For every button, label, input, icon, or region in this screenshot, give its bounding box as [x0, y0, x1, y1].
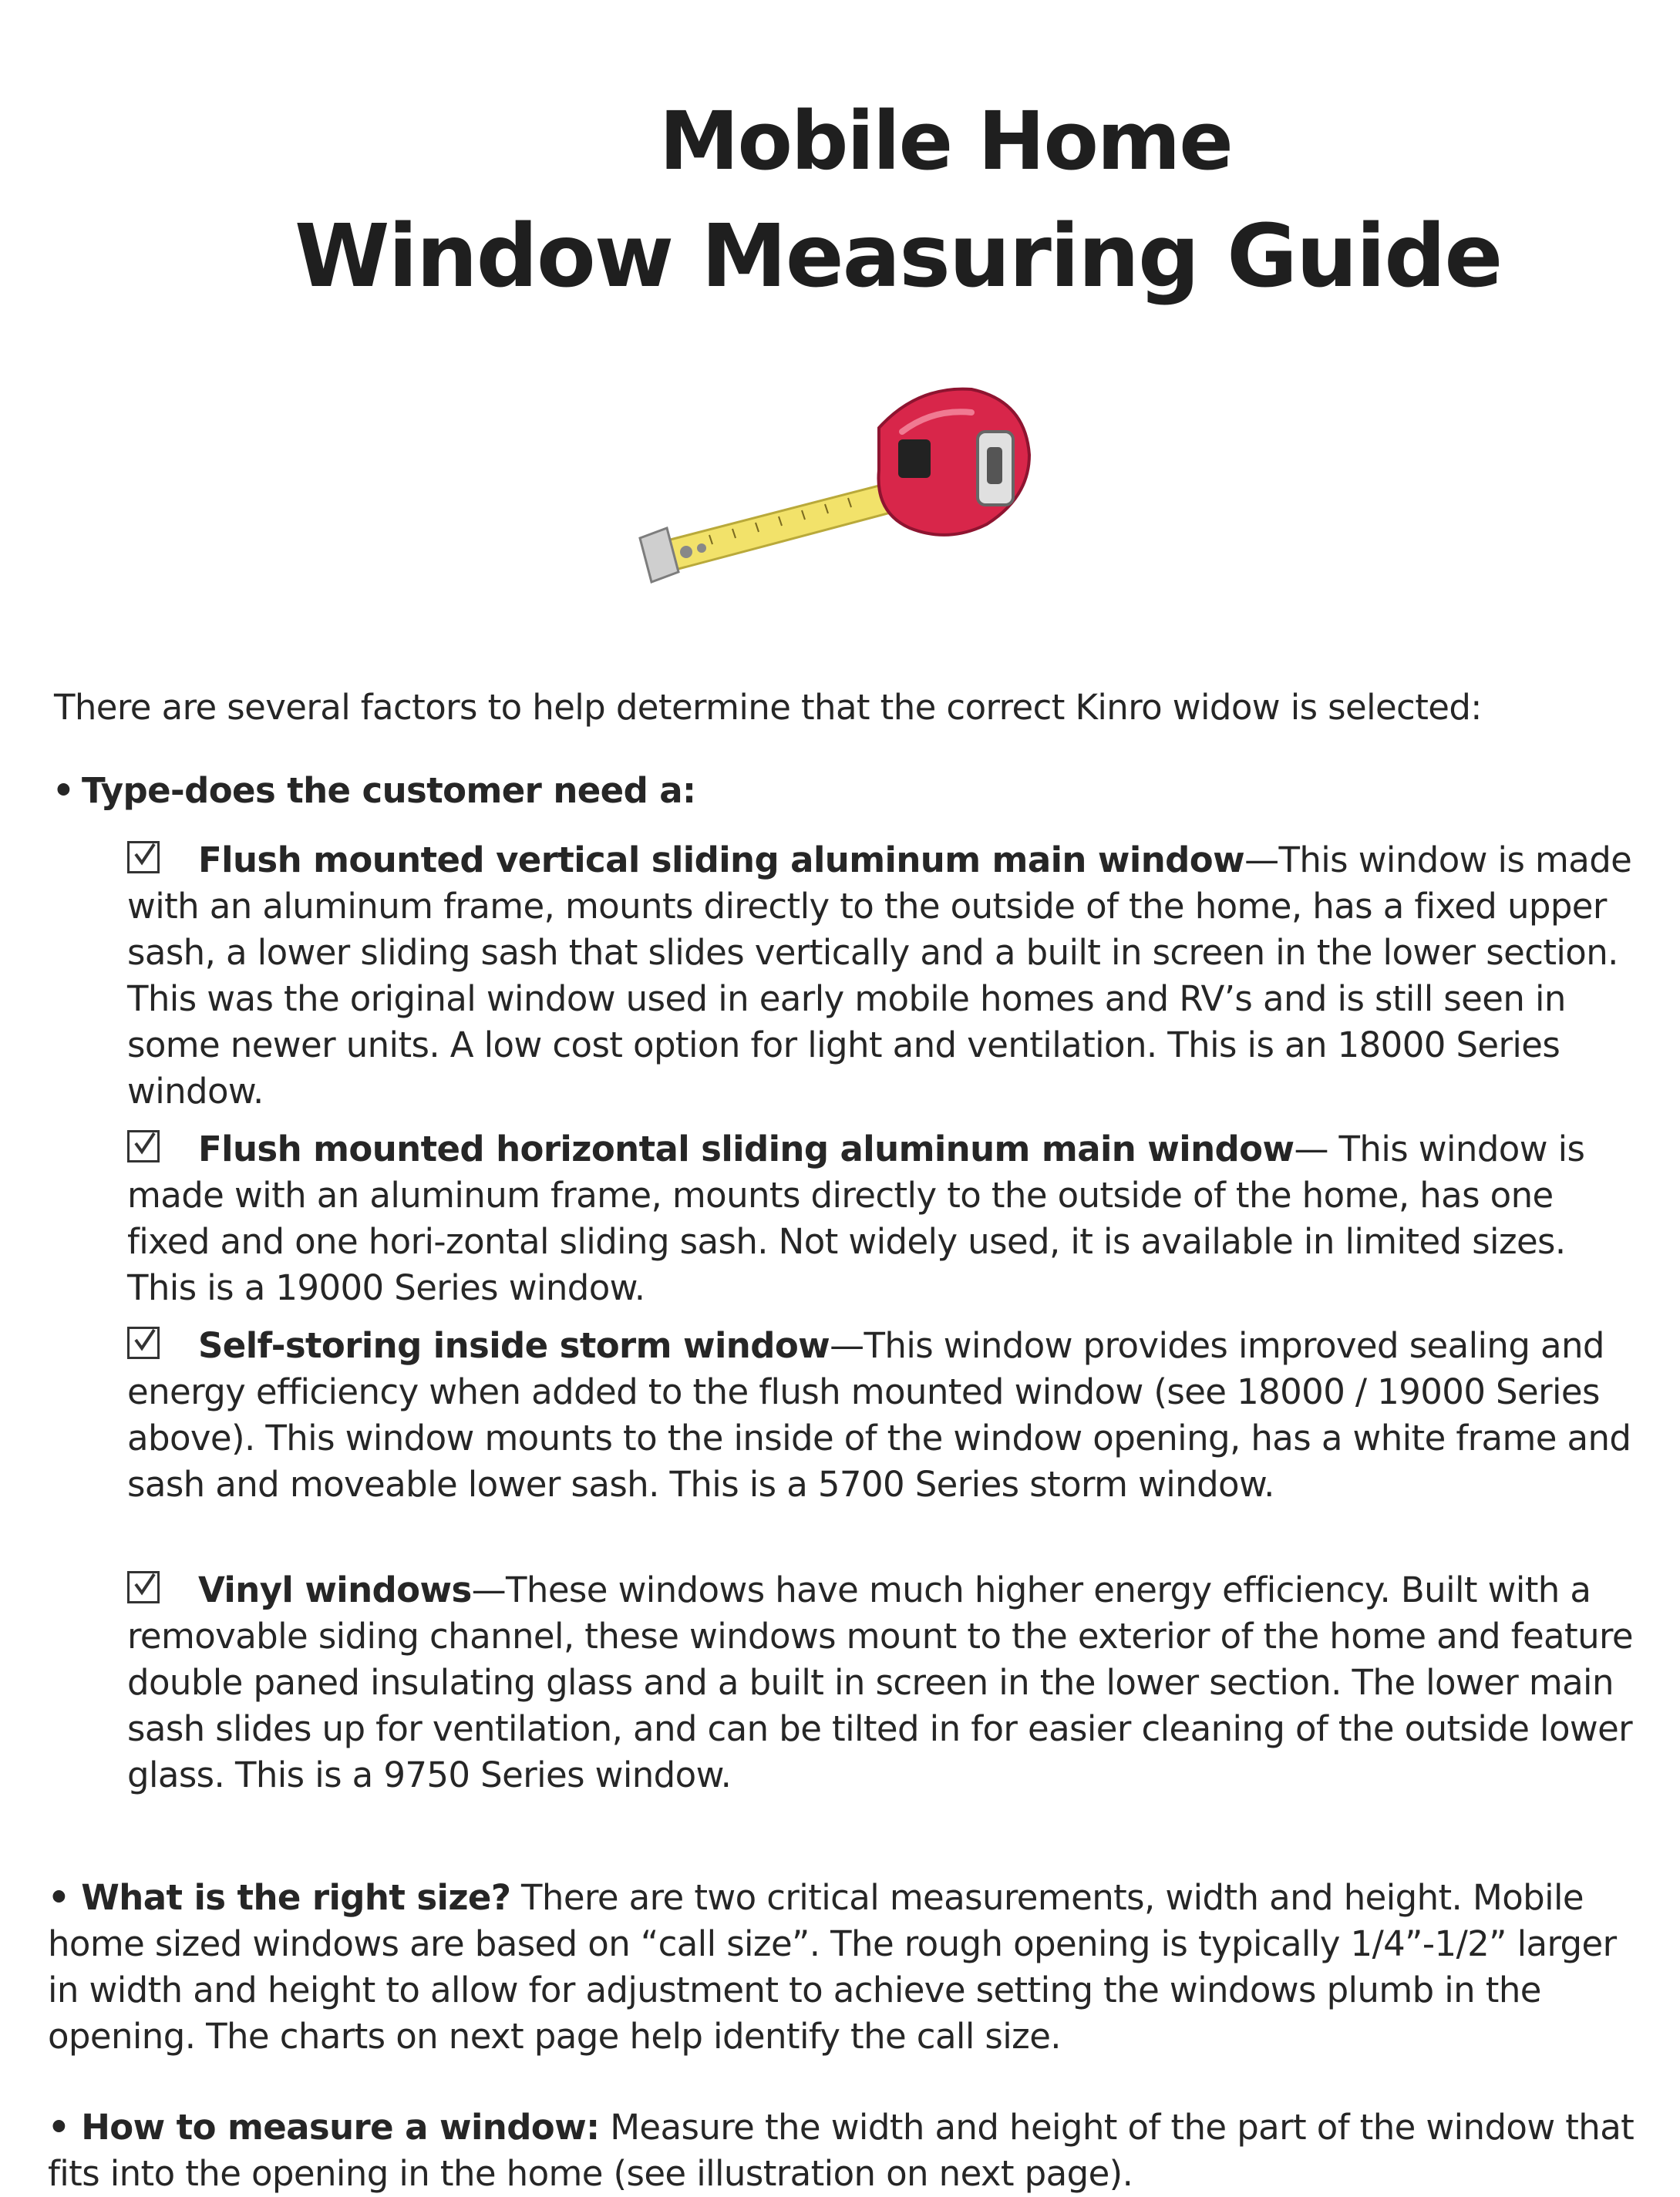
- title-line-2: Window Measuring Guide: [295, 207, 1502, 307]
- option-horizontal-sliding: [127, 1126, 1638, 1311]
- bullet-icon: •: [48, 2107, 70, 2148]
- bullet-icon: •: [48, 1877, 70, 1918]
- size-heading: What is the right size?: [81, 1877, 511, 1918]
- option-desc: — This window is made with an aluminum frame, mounts directly to the outside of the home, has one fixed and one hori-zontal sliding sash. Not widely used, it is available in limited sizes. This is a 19000 Series window.: [127, 1129, 1585, 1308]
- option-vinyl-windows: [127, 1567, 1638, 1798]
- checkbox-icon: [127, 1571, 160, 1603]
- option-vertical-sliding: [127, 837, 1638, 1115]
- measure-text: Measure the width and height of the part of the window that fits into the opening in the home (see illustration on next page).: [48, 2107, 1635, 2194]
- checkbox-icon: [127, 1327, 160, 1359]
- option-storm-window: [127, 1323, 1638, 1508]
- option-name: Self-storing inside storm window: [198, 1325, 830, 1366]
- option-name: Flush mounted vertical sliding aluminum main window: [198, 839, 1245, 880]
- tape-measure-icon: [625, 370, 1056, 601]
- title-line-1: Mobile Home: [659, 94, 1232, 188]
- intro-text: There are several factors to help determine that the correct Kinro widow is selected:: [54, 687, 1482, 728]
- option-name: Flush mounted horizontal sliding aluminum main window: [198, 1129, 1295, 1169]
- option-name: Vinyl windows: [198, 1570, 472, 1610]
- checkbox-icon: [127, 841, 160, 873]
- checkbox-icon: [127, 1130, 160, 1162]
- option-desc: —This window provides improved sealing and energy efficiency when added to the flush mounted window (see 18000 / 19000 Series above). This window mounts to the inside of the window opening, has a white frame and sash and moveable lower sash. This is a 5700 Series storm window.: [127, 1325, 1631, 1505]
- measure-heading: How to measure a window:: [81, 2107, 600, 2148]
- option-desc: —This window is made with an aluminum frame, mounts directly to the outside of the home, has a fixed upper sash, a lower sliding sash that slides vertically and a built in screen in the lower section. This was the original window used in early mobile homes and RV’s and is still seen in some newer units. A low cost option for light and ventilation. This is an 18000 Series window.: [127, 839, 1632, 1112]
- measure-paragraph: [48, 2104, 1651, 2197]
- type-heading: [52, 768, 695, 814]
- type-heading-label: Type-does the customer need a:: [82, 770, 696, 811]
- option-desc: —These windows have much higher energy efficiency. Built with a removable siding channel, these windows mount to the exterior of the home and feature double paned insulating glass and a built in screen in the lower section. The lower main sash slides up for ventilation, and can be tilted in for easier cleaning of the outside lower glass. This is a 9750 Series window.: [127, 1570, 1633, 1795]
- size-text: There are two critical measurements, width and height. Mobile home sized windows are based on “call size”. The rough opening is typically 1/4”-1/2” larger in width and height to allow for adjustment to achieve setting the windows plumb in the opening. The charts on next page help identify the call size.: [48, 1877, 1617, 2057]
- bullet-icon: •: [52, 770, 75, 811]
- size-paragraph: [48, 1875, 1651, 2060]
